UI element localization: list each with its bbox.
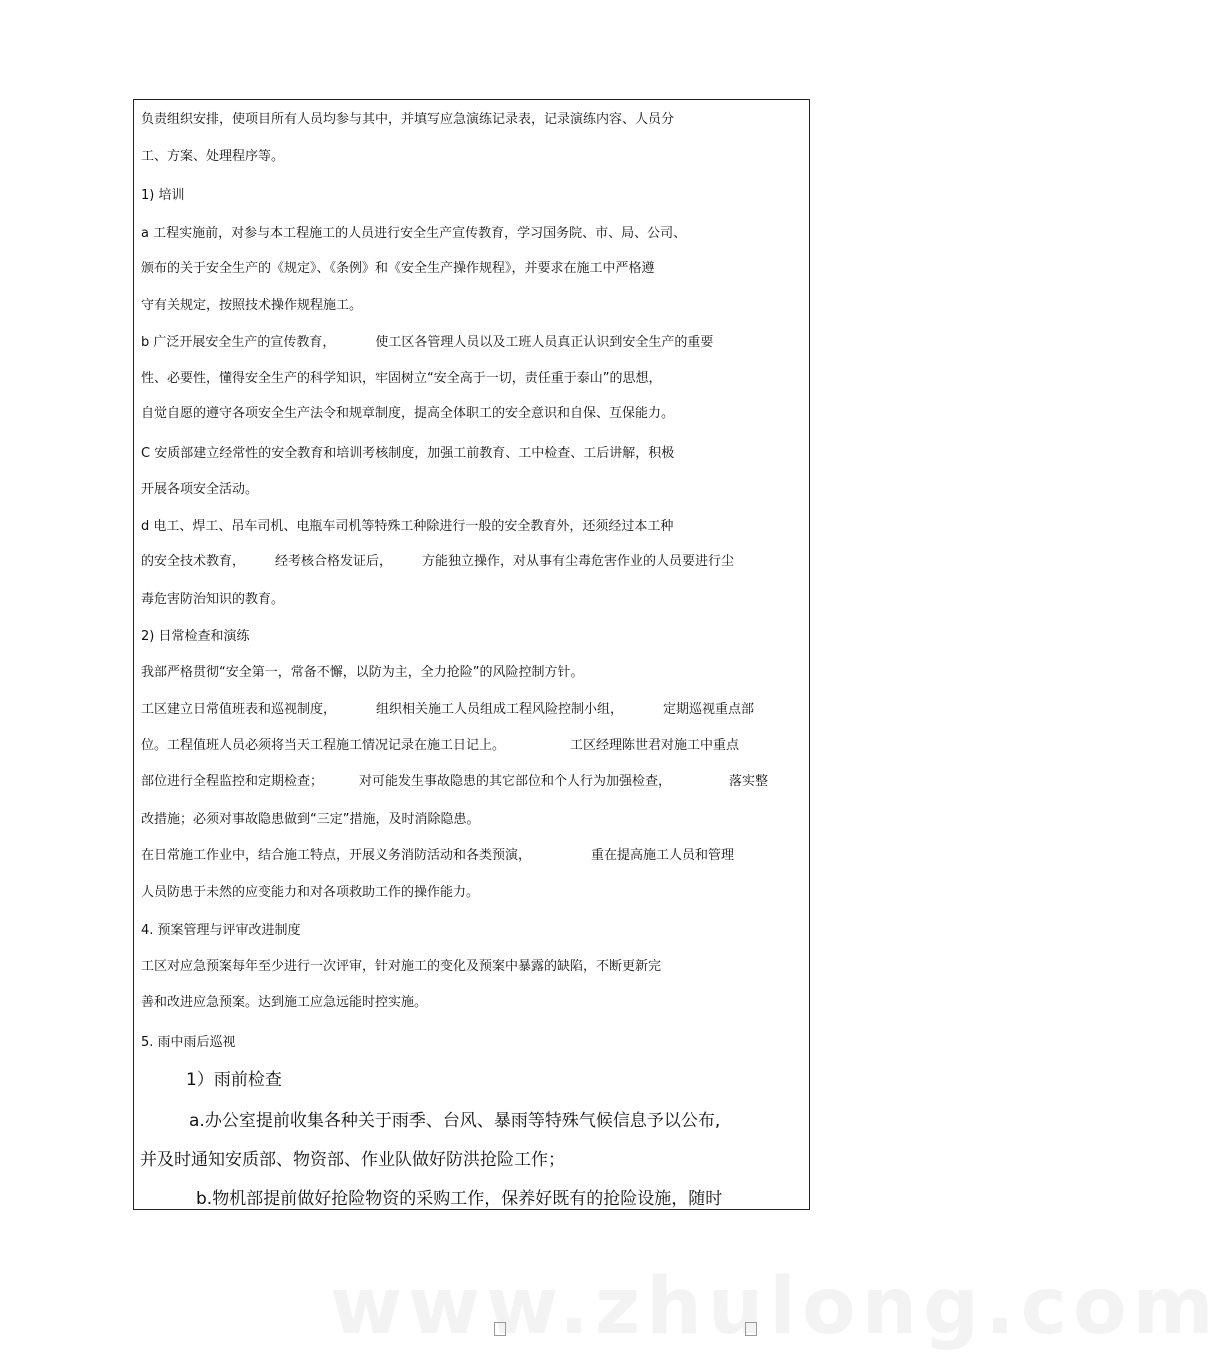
section-heading: 1) 培训 — [141, 188, 185, 203]
text-line: 善和改进应急预案。达到施工应急远能时控实施。 — [141, 995, 428, 1010]
text-line: b 广泛开展安全生产的宣传教育， 使工区各管理人员以及工班人员真正认识到安全生产的重要 — [141, 335, 714, 350]
text-line: 负责组织安排，使项目所有人员均参与其中，并填写应急演练记录表，记录演练内容、人员分 — [141, 112, 675, 127]
section-heading: 2) 日常检查和演练 — [141, 629, 250, 644]
text-line: a 工程实施前，对参与本工程施工的人员进行安全生产宣传教育，学习国务院、市、局、公司、 — [141, 226, 687, 241]
text-line: 工区建立日常值班表和巡视制度， 组织相关施工人员组成工程风险控制小组， 定期巡视重点部 — [141, 702, 755, 717]
text-line: 改措施；必须对事故隐患做到“三定”措施，及时消除隐患。 — [141, 812, 480, 827]
text-line: 人员防患于未然的应变能力和对各项救助工作的操作能力。 — [141, 885, 480, 900]
text-line: 我部严格贯彻“安全第一，常备不懈，以防为主，全力抢险”的风险控制方针。 — [141, 665, 584, 680]
text-line: 部位进行全程监控和定期检查； 对可能发生事故隐患的其它部位和个人行为加强检查， 落实整 — [141, 774, 769, 789]
text-line: d 电工、焊工、吊车司机、电瓶车司机等特殊工种除进行一般的安全教育外，还须经过本工种 — [141, 519, 674, 534]
text-line: 自觉自愿的遵守各项安全生产法令和规章制度，提高全体职工的安全意识和自保、互保能力。 — [141, 406, 675, 421]
text-line-large: a.办公室提前收集各种关于雨季、台风、暴雨等特殊气候信息予以公布, — [189, 1111, 721, 1131]
section-heading: 4. 预案管理与评审改进制度 — [141, 923, 301, 938]
text-line: 在日常施工作业中，结合施工特点，开展义务消防活动和各类预演， 重在提高施工人员和管理 — [141, 848, 735, 863]
watermark: www.zhulong.com — [330, 1262, 1220, 1352]
section-heading: 5. 雨中雨后巡视 — [141, 1035, 236, 1050]
text-line: 颁布的关于安全生产的《规定》、《条例》和《安全生产操作规程》，并要求在施工中严格遵 — [141, 261, 655, 276]
text-line-large: 并及时通知安质部、物资部、作业队做好防洪抢险工作； — [140, 1150, 565, 1170]
text-line-large: b.物机部提前做好抢险物资的采购工作，保养好既有的抢险设施，随时 — [196, 1189, 723, 1209]
text-line: 位。工程值班人员必须将当天工程施工情况记录在施工日记上。 工区经理陈世君对施工中重点 — [141, 738, 740, 753]
page-marker-icon — [494, 1322, 506, 1336]
text-line: 工区对应急预案每年至少进行一次评审，针对施工的变化及预案中暴露的缺陷，不断更新完 — [141, 959, 662, 974]
page-marker-icon — [745, 1322, 757, 1336]
text-line: 毒危害防治知识的教育。 — [141, 592, 285, 607]
subsection-heading: 1）雨前检查 — [186, 1070, 282, 1090]
text-line: 开展各项安全活动。 — [141, 482, 259, 497]
text-line: 守有关规定，按照技术操作规程施工。 — [141, 298, 363, 313]
text-line: 工、方案、处理程序等。 — [141, 149, 285, 164]
text-line: 性、必要性，懂得安全生产的科学知识，牢固树立“安全高于一切，责任重于泰山”的思想， — [141, 371, 662, 386]
text-line: C 安质部建立经常性的安全教育和培训考核制度，加强工前教育、工中检查、工后讲解，积极 — [141, 446, 675, 461]
text-line: 的安全技术教育， 经考核合格发证后， 方能独立操作，对从事有尘毒危害作业的人员要进行尘 — [141, 554, 735, 569]
